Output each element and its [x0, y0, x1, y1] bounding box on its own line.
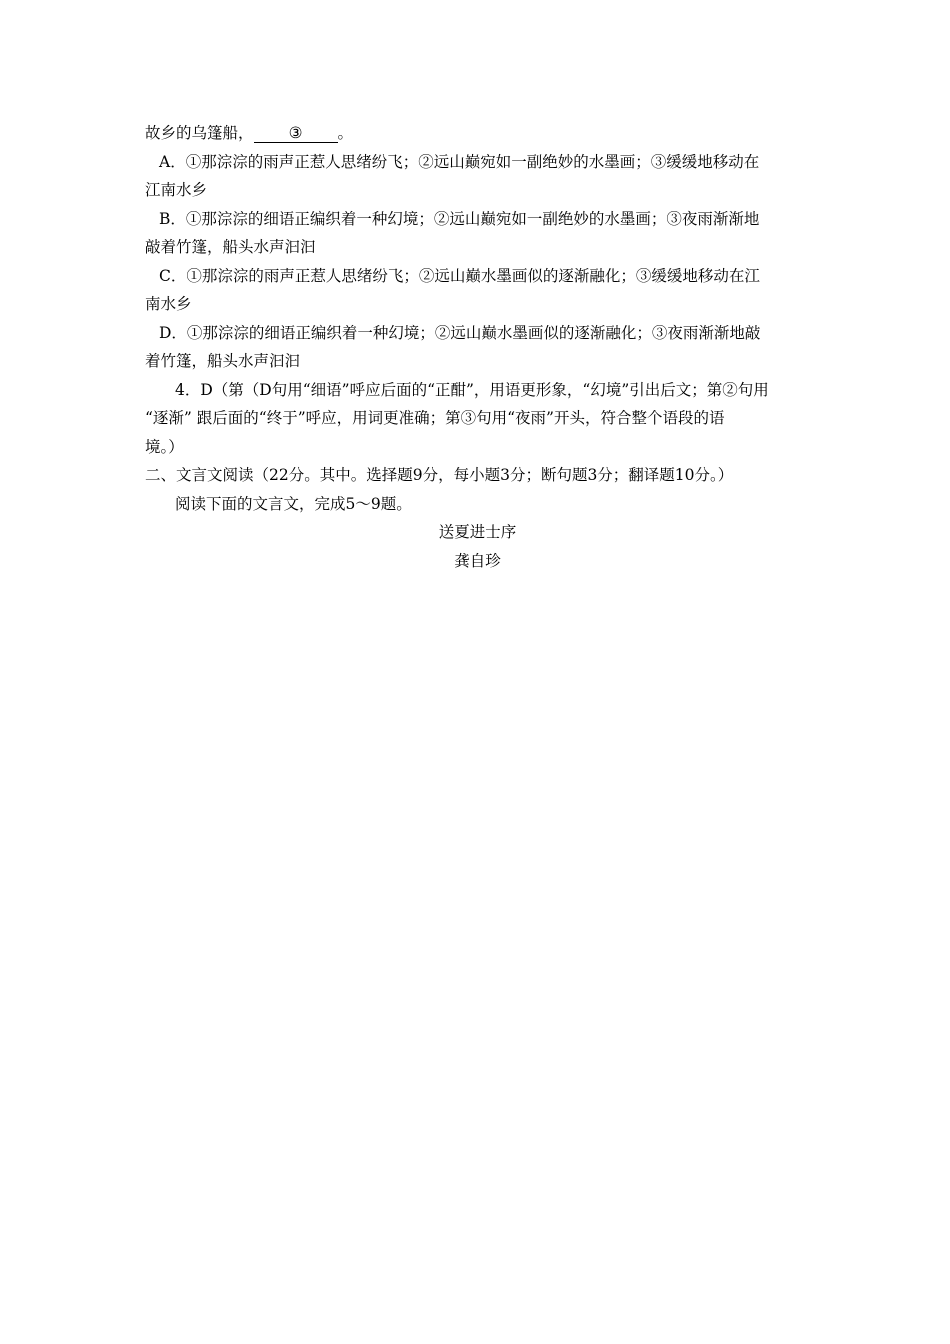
option-c-line-1: C．①那淙淙的雨声正惹人思绪纷飞；②远山巅水墨画似的逐渐融化；③缓缓地移动在江 — [159, 266, 760, 285]
option-d-line-2: 着竹篷，船头水声汩汩 — [145, 352, 301, 370]
option-a-line-2: 江南水乡 — [145, 181, 208, 199]
reading-instruction: 阅读下面的文言文，完成5～9题。 — [175, 494, 412, 513]
option-b-line-2: 敲着竹篷，船头水声汩汩 — [145, 238, 316, 256]
answer-line-3: 境。） — [145, 437, 184, 456]
passage-text: 故乡的乌篷船， — [145, 124, 254, 142]
passage-line-end — [145, 119, 810, 148]
essay-title: 送夏进士序 — [438, 523, 517, 541]
answer-line-1: 4．D（第（D句用“细语”呼应后面的“正酣”，用语更形象，“幻境”引出后文；第②句用 — [175, 380, 769, 399]
passage-end-punct: 。 — [337, 124, 354, 142]
option-a-line-1: A．①那淙淙的雨声正惹人思绪纷飞；②远山巅宛如一副绝妙的水墨画；③缓缓地移动在 — [159, 152, 760, 171]
option-d-line-1: D．①那淙淙的细语正编织着一种幻境；②远山巅水墨画似的逐渐融化；③夜雨渐渐地敲 — [159, 323, 761, 342]
essay-author: 龚自珍 — [454, 551, 501, 570]
answer-line-2: “逐渐” 跟后面的“终于”呼应，用词更准确；第③句用“夜雨”开头，符合整个语段的语 — [145, 409, 725, 427]
section-heading: 二、文言文阅读（22分。其中。选择题9分，每小题3分；断句题3分；翻译题10分。） — [145, 466, 734, 484]
option-b-line-1: B．①那淙淙的细语正编织着一种幻境；②远山巅宛如一副绝妙的水墨画；③夜雨渐渐地 — [159, 209, 760, 228]
option-c-line-2: 南水乡 — [145, 295, 192, 313]
document-body — [145, 119, 810, 575]
fill-blank-3: ③ — [254, 124, 338, 143]
